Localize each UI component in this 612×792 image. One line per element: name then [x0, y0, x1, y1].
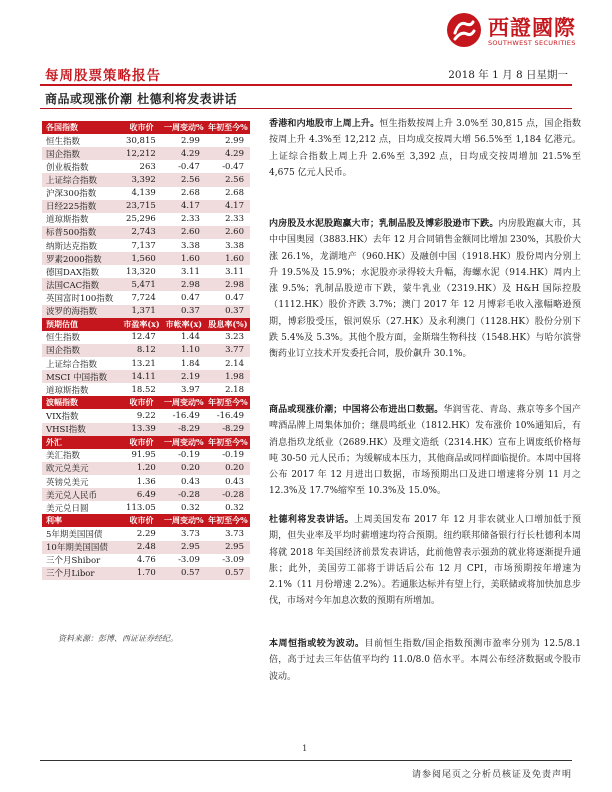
- cell-value: 2.29: [136, 528, 156, 539]
- logo-cn: 西證國際: [488, 16, 576, 40]
- table-row: [42, 488, 250, 501]
- table-row: [42, 554, 250, 567]
- cell-value: 0.32: [225, 502, 244, 513]
- page-number: 1: [302, 744, 308, 754]
- paragraph-lead: 商品或现涨价潮；中国将公布进出口数据。: [269, 405, 444, 415]
- cell-value: 2.33: [225, 214, 244, 225]
- report-title: 每周股票策略报告: [45, 68, 161, 84]
- row-label: 5年期美国国债: [46, 529, 103, 540]
- cell-value: -0.19: [178, 450, 200, 461]
- paragraph-text: 目前恒生指数/国企指数预测市盈率分别为 12.5/8.1 倍，高于过去三年估值平均约 11.0/8.0 倍水平。本周公布经济数据或令股市波动。: [269, 639, 581, 682]
- cell-value: 3.11: [225, 266, 244, 277]
- cell-value: 1.36: [136, 476, 156, 487]
- footer-disclaimer: 请参阅尾页之分析员核证及免责声明: [411, 770, 572, 780]
- paragraph-text: 华润雪花、青岛、燕京等多个国产啤酒品牌上周集体加价；继晨鸣纸业（1812.HK）发布涨价 10%通知后，有消息指玖龙纸业（2689.HK）及理文造纸（2314.HK）宣布上调废纸价格每吨 30-50 元人民币；为缓解成本压力，其他商品或同样面临提价。本周中国将公布 2017 年 12 月进出口数据，市场预期出口及进口增速将分别 11 月之 12.3%及 17.7%缩窄至 10.3%及 15.0%。: [269, 405, 581, 497]
- cell-value: 0.32: [180, 502, 200, 513]
- cell-value: 2.68: [180, 188, 200, 199]
- cell-value: -3.09: [222, 555, 244, 566]
- cell-value: 2.14: [225, 358, 244, 369]
- table-row: [42, 370, 250, 383]
- cell-value: 0.43: [225, 476, 244, 487]
- table-row: [42, 187, 250, 200]
- paragraph-lead: 杜德利将发表讲话。: [269, 515, 355, 525]
- row-label: 国企指数: [42, 147, 121, 160]
- cell-value: 12,212: [121, 147, 161, 160]
- row-label: 美元兑人民币: [42, 488, 121, 501]
- cell-value: 0.20: [162, 462, 206, 475]
- cell-value: 1.20: [121, 462, 161, 475]
- table-section-header: [42, 318, 250, 331]
- cell-value: 3.97: [180, 384, 200, 395]
- table-row: [42, 134, 250, 147]
- row-label: 三个月Libor: [42, 567, 121, 580]
- column-header: 收市价: [121, 514, 161, 527]
- table-row: [42, 423, 250, 436]
- column-header: 年初至今%: [206, 436, 250, 449]
- cell-value: 1.10: [162, 344, 206, 357]
- cell-value: 2.95: [206, 541, 250, 554]
- cell-value: 3,392: [121, 173, 161, 186]
- cell-value: 18.52: [131, 384, 156, 395]
- table-section-header: [42, 121, 250, 134]
- report-subtitle: 商品或现涨价潮 杜德利将发表讲话: [45, 92, 238, 106]
- report-date: 2018 年 1 月 8 日星期一: [448, 69, 568, 81]
- column-header: 一周变动%: [162, 514, 206, 527]
- table-section-header: [42, 514, 250, 527]
- footer-divider: [40, 760, 572, 761]
- cell-value: 3.23: [225, 332, 244, 343]
- column-header: 收市价: [121, 121, 161, 134]
- paragraph-fed-speech: [269, 512, 581, 610]
- section-title: 外汇: [42, 436, 121, 449]
- section-title: 各国指数: [42, 121, 121, 134]
- cell-value: 3.73: [225, 528, 244, 539]
- cell-value: 7,724: [131, 292, 156, 303]
- cell-value: 9.22: [136, 410, 156, 421]
- row-label: VHSI指数: [42, 423, 121, 436]
- cell-value: 0.37: [162, 305, 206, 318]
- table-section-header: [42, 396, 250, 409]
- cell-value: 13,320: [126, 266, 156, 277]
- table-row: [42, 462, 250, 475]
- cell-value: 2.99: [225, 135, 244, 146]
- column-header: 市帐率(x): [162, 318, 206, 331]
- table-row: [42, 213, 250, 226]
- table-row: [42, 475, 250, 488]
- paragraph-lead: 本周恒指或较为波动。: [269, 639, 365, 649]
- cell-value: -0.19: [222, 450, 244, 461]
- row-label: 国企指数: [42, 344, 121, 357]
- paragraph-market-overview: [269, 116, 581, 181]
- cell-value: 4.17: [206, 200, 250, 213]
- cell-value: 0.57: [206, 567, 250, 580]
- cell-value: 1.44: [180, 332, 200, 343]
- cell-value: 4.29: [162, 147, 206, 160]
- table-row: [42, 449, 250, 462]
- cell-value: -8.29: [162, 423, 206, 436]
- cell-value: 1,560: [121, 252, 161, 265]
- column-header: 一周变动%: [162, 436, 206, 449]
- row-label: 创业板指数: [46, 162, 89, 173]
- cell-value: 2.68: [225, 188, 244, 199]
- paragraph-text: 恒生指数按周上升 3.0%至 30,815 点，国企指数按周上升 4.3%至 12,212 点，日均成交按周大增 56.5%至 1,184 亿港元。上证综合指数上周上升 2.6%至 3,392 点，日均成交按周增加 21.5%至 4,675 亿元人民币。: [269, 119, 581, 178]
- table-row: [42, 160, 250, 173]
- cell-value: 3.38: [180, 240, 200, 251]
- cell-value: 2.98: [162, 278, 206, 291]
- row-label: 英国富时100指数: [46, 293, 114, 304]
- cell-value: 5,471: [121, 278, 161, 291]
- cell-value: 2.18: [225, 384, 244, 395]
- cell-value: 91.95: [131, 450, 156, 461]
- cell-value: 4.17: [162, 200, 206, 213]
- table-row: [42, 501, 250, 514]
- cell-value: 7,137: [131, 240, 156, 251]
- paragraph-lead: 香港和内地股市上周上升。: [269, 119, 380, 129]
- table-row: [42, 291, 250, 304]
- logo-en: SOUTHWEST SECURITIES: [488, 39, 576, 47]
- cell-value: 0.57: [162, 567, 206, 580]
- column-header: 一周变动%: [162, 396, 206, 409]
- row-label: 德国DAX指数: [46, 267, 100, 278]
- cell-value: 4.76: [136, 555, 156, 566]
- section-title: 利率: [42, 514, 121, 527]
- table-row: [42, 265, 250, 278]
- cell-value: 0.20: [206, 462, 250, 475]
- column-header: 年初至今%: [206, 514, 250, 527]
- paragraph-sector-moves: [269, 216, 581, 363]
- cell-value: -0.47: [222, 161, 244, 172]
- cell-value: 1.60: [162, 252, 206, 265]
- cell-value: 4.29: [206, 147, 250, 160]
- column-header: 一周变动%: [162, 121, 206, 134]
- cell-value: 0.37: [206, 305, 250, 318]
- row-label: 上证综合指数: [46, 359, 98, 370]
- column-header: 股息率(%): [206, 318, 250, 331]
- column-header: 收市价: [121, 396, 161, 409]
- cell-value: 2.60: [206, 226, 250, 239]
- cell-value: 6.49: [121, 488, 161, 501]
- row-label: 美元兑日圆: [46, 503, 89, 514]
- cell-value: -0.47: [178, 161, 200, 172]
- row-label: 恒生指数: [46, 136, 81, 147]
- row-label: 沪深300指数: [46, 189, 97, 200]
- cell-value: 1.70: [121, 567, 161, 580]
- row-label: 英镑兑美元: [46, 477, 89, 488]
- table-row: [42, 226, 250, 239]
- cell-value: 2.56: [206, 173, 250, 186]
- market-data-table: [42, 121, 250, 580]
- paragraph-text: 上周美国发布 2017 年 12 月非农就业人口增加低于预期，但失业率及平均时薪增速均符合预期。纽约联邦储备银行行长杜德利本周将就 2018 年美国经济前景发表讲话，此前他曾表示强劲的就业将逐渐提升通胀；此外，美国劳工部将于讲话后公布 12 月 CPI，市场预期按年增速为 2.1%（11 月份增速 2.2%）。若通胀达标并有望上行，美联储或将加快加息步伐，市场对今年加息次数的预期有所增加。: [269, 515, 581, 607]
- row-label: MSCI 中国指数: [42, 370, 121, 383]
- row-label: 美汇指数: [46, 451, 81, 462]
- section-title: 波幅指数: [42, 396, 121, 409]
- cell-value: 13.21: [131, 358, 156, 369]
- column-header: 年初至今%: [206, 396, 250, 409]
- row-label: 波罗的海指数: [42, 305, 121, 318]
- row-label: 10年期美国国债: [42, 541, 121, 554]
- cell-value: 4,139: [131, 188, 156, 199]
- paragraph-lead: 内房股及水泥股跑赢大市；乳制品股及博彩股逊市下跌。: [269, 219, 499, 229]
- cell-value: 13.39: [121, 423, 161, 436]
- row-label: 罗素2000指数: [42, 252, 121, 265]
- row-label: 欧元兑美元: [42, 462, 121, 475]
- cell-value: 25,296: [126, 214, 156, 225]
- row-label: 三个月Shibor: [46, 556, 101, 567]
- cell-value: 12.47: [131, 332, 156, 343]
- paragraph-text: 内房股跑赢大市，其中中国奥园（3883.HK）去年 12 月合同销售金额同比增加 230%，其股价大涨 26.1%，龙湖地产（960.HK）及融创中国（1918.HK）股份周内分别上升 19.5%及 15.9%；水泥股亦录得较大升幅，海螺水泥（914.HK）周内上涨 9.5%；乳制品股逆市下跌，蒙牛乳业（2319.HK）及 H&H 国际控股（1112.HK）股价齐跌 3.7%；澳门 2017 年 12 月博彩毛收入涨幅略逊预期，博彩股受压，银河娱乐（27.HK）及永利澳门（1128.HK）股份分别下跌 5.4%及 5.3%。其他个股方面，金斯瑞生物科技（1548.HK）与哈尔滨誉衡药业订立技术开发委托合同，股价飙升 30.1%。: [269, 219, 581, 360]
- cell-value: 8.12: [121, 344, 161, 357]
- cell-value: 2,743: [121, 226, 161, 239]
- row-label: 恒生指数: [46, 333, 81, 344]
- row-label: 纳斯达克指数: [46, 241, 98, 252]
- table-row: [42, 357, 250, 370]
- table-source-note: 资料来源：彭博、西证证券经纪。: [58, 634, 178, 643]
- cell-value: 0.47: [225, 292, 244, 303]
- cell-value: 3.11: [180, 266, 200, 277]
- cell-value: 1,371: [121, 305, 161, 318]
- table-row: [42, 331, 250, 344]
- row-label: 标普500指数: [42, 226, 121, 239]
- row-label: 道琼斯指数: [46, 385, 89, 396]
- paragraph-commodity-prices: [269, 402, 581, 500]
- cell-value: 0.47: [180, 292, 200, 303]
- cell-value: 0.43: [180, 476, 200, 487]
- cell-value: 2.98: [206, 278, 250, 291]
- cell-value: 1.84: [180, 358, 200, 369]
- table-row: [42, 252, 250, 265]
- table-row: [42, 173, 250, 186]
- table-row: [42, 147, 250, 160]
- row-label: 道琼斯指数: [46, 215, 89, 226]
- cell-value: 2.99: [180, 135, 200, 146]
- table-row: [42, 305, 250, 318]
- cell-value: 2.95: [162, 541, 206, 554]
- cell-value: 1.98: [206, 370, 250, 383]
- table-row: [42, 409, 250, 422]
- cell-value: 23,715: [121, 200, 161, 213]
- cell-value: 2.56: [162, 173, 206, 186]
- cell-value: 30,815: [126, 135, 156, 146]
- table-row: [42, 567, 250, 580]
- table-row: [42, 541, 250, 554]
- table-row: [42, 344, 250, 357]
- row-label: 日经225指数: [42, 200, 121, 213]
- table-section-header: [42, 436, 250, 449]
- cell-value: 113.05: [126, 502, 156, 513]
- cell-value: 3.77: [206, 344, 250, 357]
- cell-value: -0.28: [162, 488, 206, 501]
- subtitle-divider: [40, 108, 572, 109]
- section-title: 预期估值: [42, 318, 121, 331]
- cell-value: -0.28: [206, 488, 250, 501]
- cell-value: 3.38: [225, 240, 244, 251]
- cell-value: 2.60: [162, 226, 206, 239]
- table-row: [42, 200, 250, 213]
- cell-value: 2.48: [121, 541, 161, 554]
- column-header: 市盈率(x): [121, 318, 161, 331]
- cell-value: 2.33: [180, 214, 200, 225]
- cell-value: 263: [139, 161, 156, 172]
- cell-value: -16.49: [216, 410, 244, 421]
- column-header: 收市价: [121, 436, 161, 449]
- cell-value: 1.60: [206, 252, 250, 265]
- column-header: 年初至今%: [206, 121, 250, 134]
- paragraph-outlook: [269, 636, 581, 685]
- logo-emblem-icon: [446, 12, 482, 48]
- header-divider: [40, 84, 572, 86]
- row-label: 法国CAC指数: [42, 278, 121, 291]
- table-row: [42, 527, 250, 540]
- table-row: [42, 278, 250, 291]
- table-row: [42, 239, 250, 252]
- row-label: VIX指数: [46, 411, 79, 422]
- row-label: 上证综合指数: [42, 173, 121, 186]
- table-row: [42, 383, 250, 396]
- cell-value: -16.49: [172, 410, 200, 421]
- cell-value: -3.09: [178, 555, 200, 566]
- cell-value: 2.19: [162, 370, 206, 383]
- cell-value: 3.73: [180, 528, 200, 539]
- cell-value: 14.11: [121, 370, 161, 383]
- cell-value: -8.29: [206, 423, 250, 436]
- company-logo: [446, 10, 596, 52]
